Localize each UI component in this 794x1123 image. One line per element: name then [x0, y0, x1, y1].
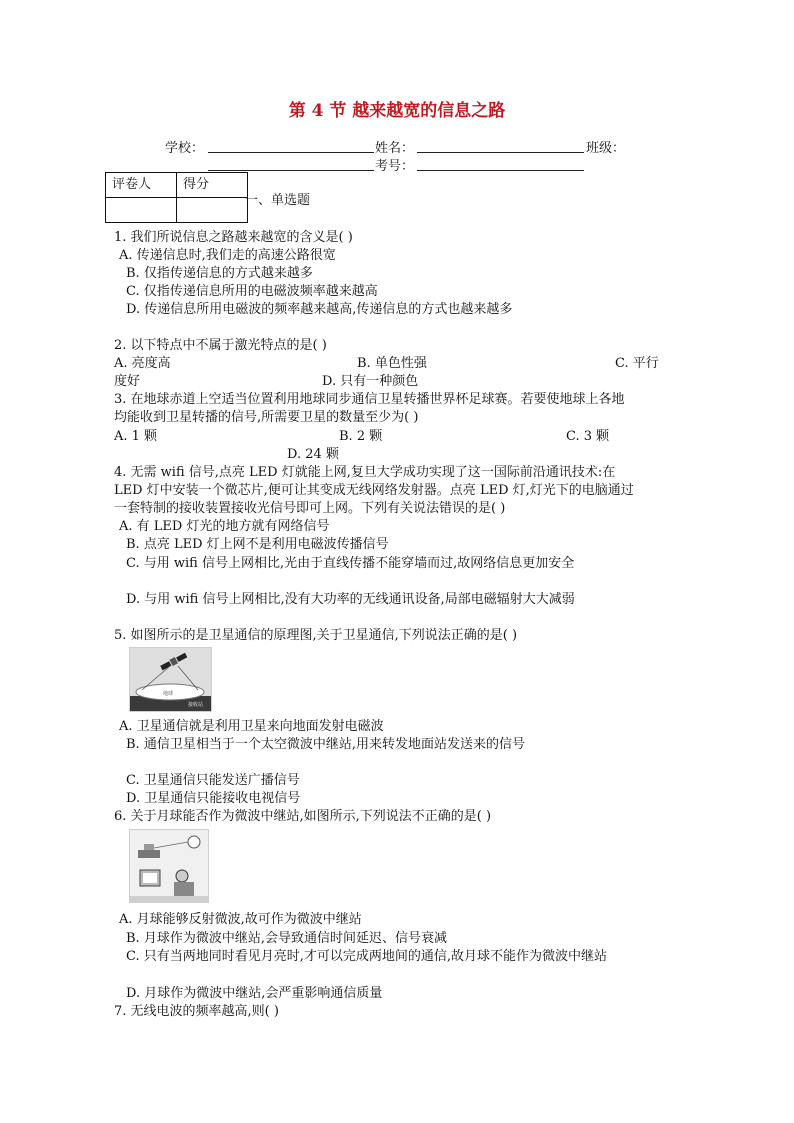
q3-option-a: A. 1 颗 [114, 429, 158, 444]
name-label: 姓名： [375, 141, 415, 156]
score-header: 得分 [177, 173, 248, 198]
q1-option-a: A. 传递信息时,我们走的高速公路很宽 [119, 248, 336, 263]
q2-option-d: D. 只有一种颜色 [322, 374, 419, 389]
q4-stem-line3: 一套特制的接收装置接收光信号即可上网。下列有关说法错误的是( ) [114, 501, 506, 516]
satellite-diagram-station-label: 接收站 [188, 702, 204, 708]
q5-option-a: A. 卫星通信就是利用卫星来向地面发射电磁波 [119, 719, 384, 734]
class-field[interactable] [208, 170, 374, 171]
satellite-diagram-svg [130, 648, 211, 711]
q6-option-a: A. 月球能够反射微波,故可作为微波中继站 [119, 912, 362, 927]
school-label: 学校： [165, 141, 205, 156]
score-cell[interactable] [177, 198, 248, 223]
q2-stem: 2. 以下特点中不属于激光特点的是( ) [114, 338, 327, 353]
school-field[interactable] [208, 152, 374, 153]
q3-option-b: B. 2 颗 [339, 429, 383, 444]
q6-stem: 6. 关于月球能否作为微波中继站,如图所示,下列说法不正确的是( ) [114, 809, 492, 824]
satellite-diagram-earth-label: 地球 [163, 691, 174, 697]
q2-option-a: A. 亮度高 [114, 356, 171, 371]
q3-stem-line1: 3. 在地球赤道上空适当位置利用地球同步通信卫星转播世界杯足球赛。若要使地球上各地 [114, 392, 625, 407]
q2-option-c-cont: 度好 [114, 374, 141, 389]
q1-option-b: B. 仅指传递信息的方式越来越多 [126, 266, 313, 281]
exam-label: 考号： [375, 159, 415, 174]
q6-option-b: B. 月球作为微波中继站,会导致通信时间延迟、信号衰减 [126, 931, 447, 946]
grader-cell[interactable] [106, 198, 177, 223]
q3-stem-line2: 均能收到卫星转播的信号,所需要卫星的数量至少为( ) [114, 410, 419, 425]
section-heading: 一、单选题 [245, 193, 311, 208]
q1-option-c: C. 仅指传递信息所用的电磁波频率越来越高 [126, 284, 378, 299]
q4-stem-line1: 4. 无需 wifi 信号,点亮 LED 灯就能上网,复旦大学成功实现了这一国际前沿通讯技术:在 [114, 465, 616, 480]
q5-option-d: D. 卫星通信只能接收电视信号 [126, 791, 301, 806]
page-title: 第 4 节 越来越宽的信息之路 [288, 101, 506, 121]
q5-option-b: B. 通信卫星相当于一个太空微波中继站,用来转发地面站发送来的信号 [126, 737, 525, 752]
exam-field[interactable] [417, 170, 584, 171]
q4-stem-line2: LED 灯中安装一个微芯片,便可让其变成无线网络发射器。点亮 LED 灯,灯光下的电脑通过 [114, 483, 634, 498]
grader-header: 评卷人 [106, 173, 177, 198]
q5-option-c: C. 卫星通信只能发送广播信号 [126, 773, 300, 788]
score-table [105, 172, 248, 223]
q6-option-d: D. 月球作为微波中继站,会严重影响通信质量 [126, 986, 383, 1001]
q4-option-d: D. 与用 wifi 信号上网相比,没有大功率的无线通讯设备,局部电磁辐射大大减弱 [126, 592, 575, 607]
q4-option-b: B. 点亮 LED 灯上网不是利用电磁波传播信号 [126, 537, 389, 552]
q4-option-a: A. 有 LED 灯光的地方就有网络信号 [119, 519, 330, 534]
q1-stem: 1. 我们所说信息之路越来越宽的含义是( ) [114, 230, 353, 245]
moon-relay-svg [130, 830, 208, 902]
q2-option-c: C. 平行 [615, 356, 659, 371]
q7-stem: 7. 无线电波的频率越高,则( ) [114, 1004, 279, 1019]
satellite-diagram [129, 647, 212, 712]
name-field[interactable] [417, 152, 584, 153]
q3-option-d: D. 24 颗 [287, 447, 339, 462]
class-label: 班级： [586, 141, 626, 156]
q4-option-c: C. 与用 wifi 信号上网相比,光由于直线传播不能穿墙而过,故网络信息更加安全 [126, 556, 575, 571]
q6-option-c: C. 只有当两地同时看见月亮时,才可以完成两地间的通信,故月球不能作为微波中继站 [126, 949, 608, 964]
q5-stem: 5. 如图所示的是卫星通信的原理图,关于卫星通信,下列说法正确的是( ) [114, 628, 518, 643]
moon-relay-illustration [129, 829, 209, 903]
q1-option-d: D. 传递信息所用电磁波的频率越来越高,传递信息的方式也越来越多 [126, 302, 513, 317]
q3-option-c: C. 3 颗 [566, 429, 610, 444]
q2-option-b: B. 单色性强 [357, 356, 427, 371]
